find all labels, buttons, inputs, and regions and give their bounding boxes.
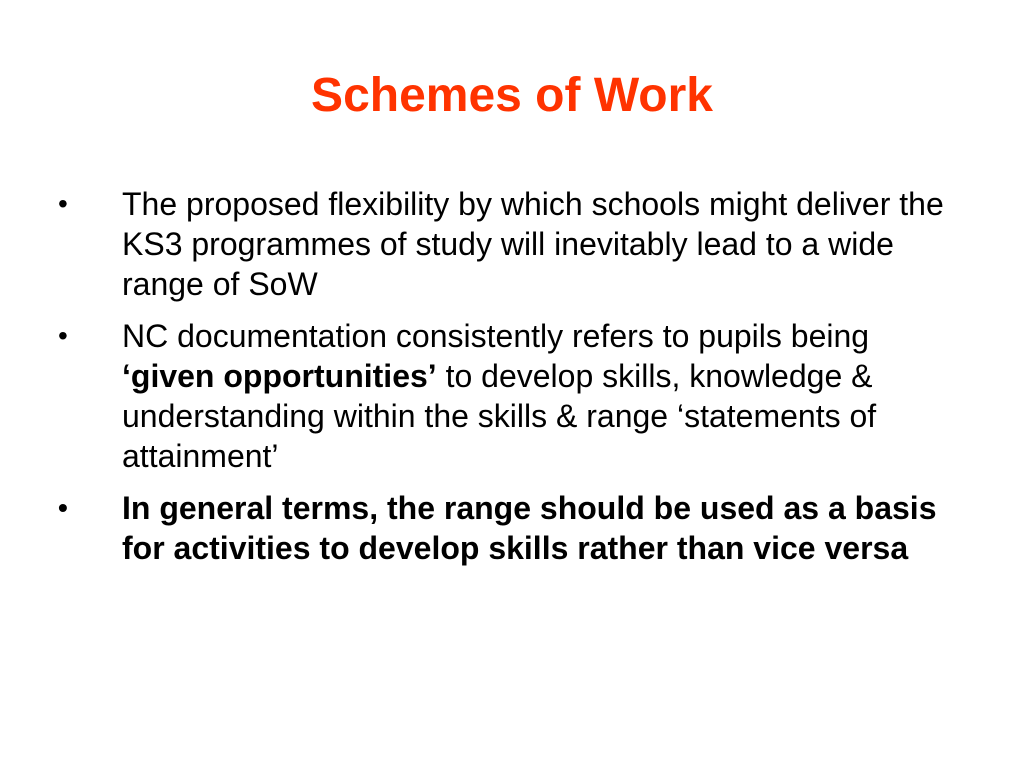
bullet-list <box>58 184 958 580</box>
bullet-item-nc-documentation <box>58 316 958 476</box>
bullet-item-range-basis <box>58 488 958 568</box>
bullet-icon: • <box>58 320 68 351</box>
bullet-text-after: to develop skills, knowledge & understanding within the skills & range ‘statements of attainment’ <box>122 358 877 474</box>
bullet-text-before: NC documentation consistently refers to pupils being <box>122 318 870 354</box>
bullet-icon: • <box>58 188 68 219</box>
bullet-text: The proposed flexibility by which schools might deliver the KS3 programmes of study will inevitably lead to a wide range of SoW <box>122 186 944 302</box>
bullet-text-emphasis: ‘given opportunities’ <box>122 358 437 394</box>
bullet-icon: • <box>58 492 68 523</box>
bullet-text <box>122 318 876 474</box>
slide-title: Schemes of Work <box>311 69 713 122</box>
bullet-text: In general terms, the range should be used as a basis for activities to develop skills rather than vice versa <box>122 490 937 566</box>
bullet-item-flexibility <box>58 184 958 304</box>
